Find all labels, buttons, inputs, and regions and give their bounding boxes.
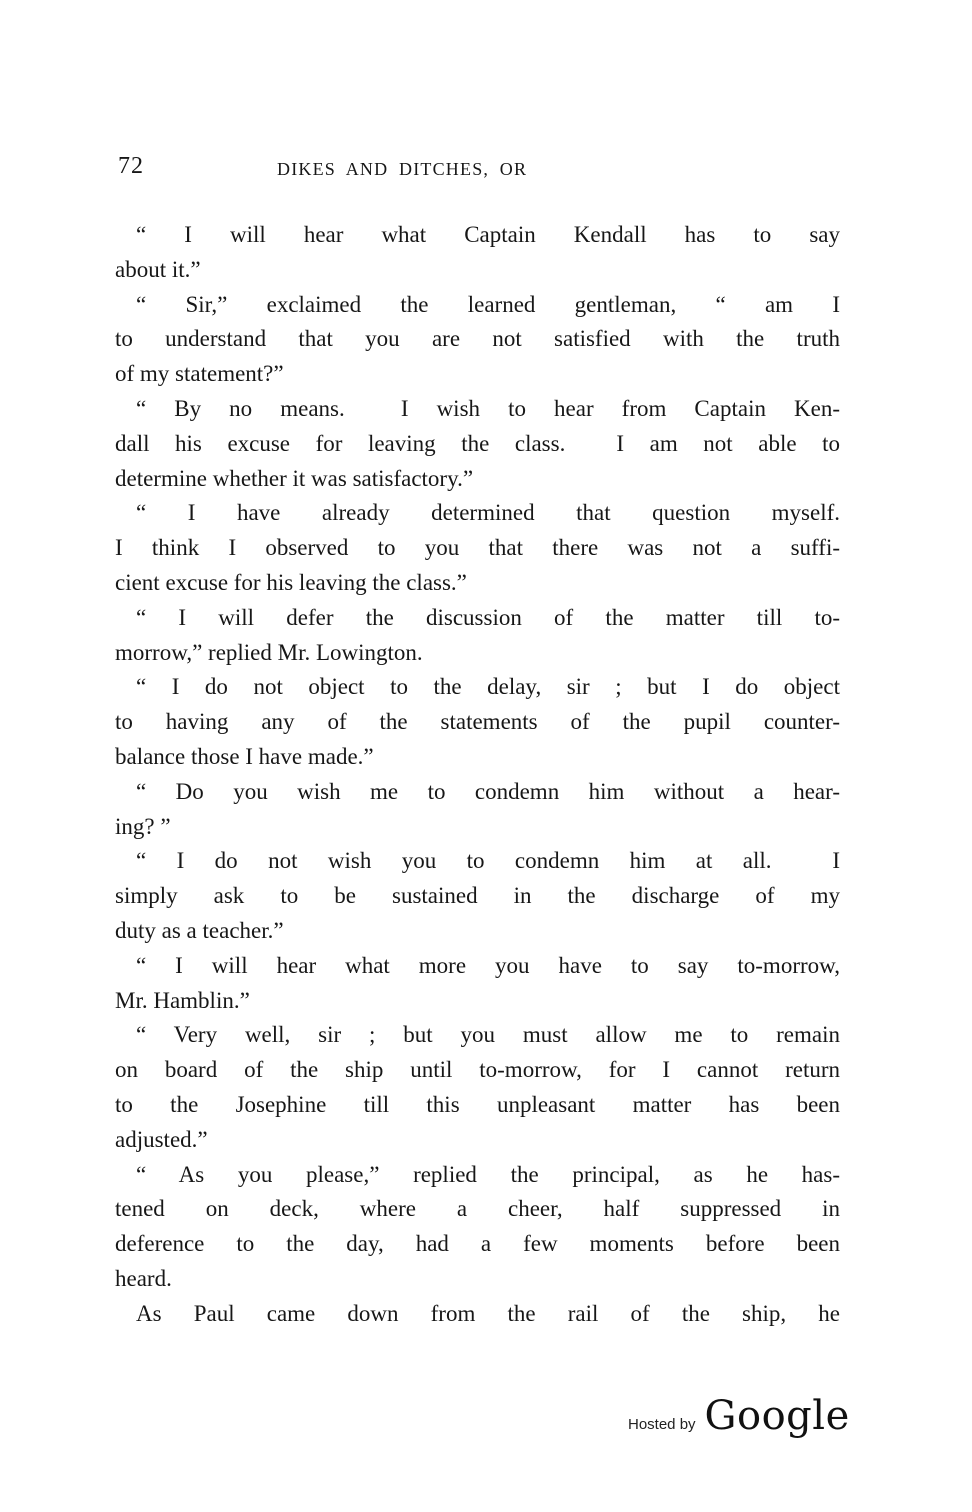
text-line: “ I will hear what Captain Kendall has to say [136, 222, 840, 247]
text-line: about it.” [115, 256, 201, 282]
hosted-by-label: Hosted by [628, 1416, 696, 1433]
text-line: “ I do not wish you to condemn him at all. I [136, 848, 840, 874]
page-number: 72 [118, 153, 144, 179]
text-line: balance those I have made.” [115, 743, 374, 769]
text-line: “ By no means. I wish to hear from Captain Ken- [136, 395, 840, 421]
text-line: Mr. Hamblin.” [115, 987, 250, 1013]
text-line: duty as a teacher.” [115, 917, 284, 943]
text-line: “ As you please,” replied the principal, as he has- [136, 1161, 840, 1187]
text-line: “ I will hear what more you have to say to-morrow, [136, 952, 840, 978]
text-line: on board of the ship until to-morrow, for I cannot return [115, 1057, 840, 1083]
text-line: morrow,” replied Mr. Lowington. [115, 639, 423, 665]
text-line: “ I do not object to the delay, sir ; but I do object [136, 674, 840, 700]
running-head-title: DIKES AND DITCHES, OR [277, 159, 528, 179]
text-line: adjusted.” [115, 1126, 208, 1152]
text-line: cient excuse for his leaving the class.” [115, 569, 467, 595]
text-line: dall his excuse for leaving the class. I am not able to [115, 430, 840, 456]
text-line: “ Do you wish me to condemn him without a hear- [136, 778, 840, 804]
text-line: I think I observed to you that there was not a suffi- [115, 535, 840, 561]
text-line: heard. [115, 1265, 172, 1291]
text-line: ing? ” [115, 813, 171, 839]
text-line: to understand that you are not satisfied with the truth [115, 326, 840, 352]
text-line: “ I have already determined that question myself. [136, 500, 840, 526]
text-line: “ I will defer the discussion of the matter till to- [136, 604, 840, 630]
google-logo: Google [704, 1393, 850, 1439]
text-line: “ Sir,” exclaimed the learned gentleman, “ am I [136, 291, 840, 317]
text-line: to the Josephine till this unpleasant matter has been [115, 1091, 840, 1117]
text-line: As Paul came down from the rail of the ship, he [136, 1300, 840, 1326]
text-line: deference to the day, had a few moments before been [115, 1231, 840, 1257]
text-line: tened on deck, where a cheer, half suppressed in [115, 1196, 840, 1222]
text-line: simply ask to be sustained in the discharge of my [115, 883, 840, 909]
text-line: of my statement?” [115, 361, 284, 387]
text-line: “ Very well, sir ; but you must allow me to remain [136, 1022, 840, 1048]
page-body-text [115, 218, 840, 1332]
watermark-footer [628, 1393, 850, 1439]
text-line: to having any of the statements of the pupil counter- [115, 709, 840, 735]
text-line: determine whether it was satisfactory.” [115, 465, 474, 491]
